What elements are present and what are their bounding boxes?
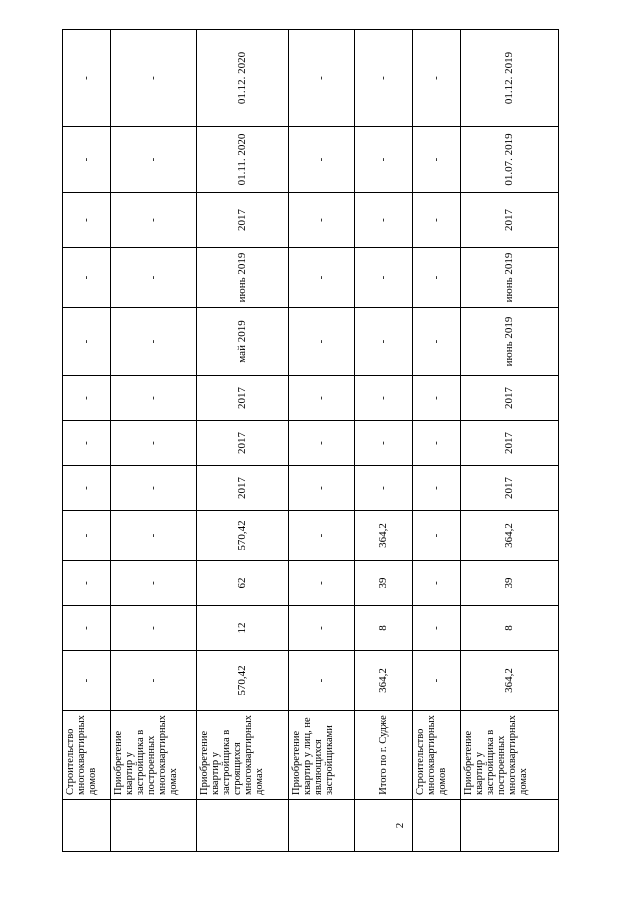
value-cell: - <box>413 127 461 193</box>
row-number-cell <box>413 800 461 852</box>
row-description-cell: Приобретение квартир у застройщика в строящихся многоквартирных домах <box>197 711 289 800</box>
value-cell: - <box>111 561 197 606</box>
row-number-cell <box>461 800 559 852</box>
value-cell: - <box>289 651 355 711</box>
value-cell: 62 <box>197 561 289 606</box>
value-cell: 8 <box>461 606 559 651</box>
value-cell: 8 <box>355 606 413 651</box>
value-cell: - <box>111 466 197 511</box>
value-cell: - <box>63 561 111 606</box>
value-cell: - <box>289 561 355 606</box>
value-cell: - <box>413 193 461 248</box>
value-cell: - <box>63 421 111 466</box>
value-cell: 39 <box>355 561 413 606</box>
value-cell: - <box>111 421 197 466</box>
value-cell: - <box>413 248 461 308</box>
value-cell: - <box>63 376 111 421</box>
rotated-table-container <box>62 30 558 852</box>
value-cell: 570,42 <box>197 511 289 561</box>
value-cell: - <box>289 511 355 561</box>
value-cell: - <box>63 193 111 248</box>
row-number-cell <box>197 800 289 852</box>
table-row <box>63 30 111 852</box>
value-cell: - <box>289 127 355 193</box>
value-cell: - <box>355 466 413 511</box>
value-cell: - <box>289 376 355 421</box>
value-cell: 364,2 <box>461 511 559 561</box>
value-cell: июнь 2019 <box>461 308 559 376</box>
value-cell: 01.07. 2019 <box>461 127 559 193</box>
value-cell: - <box>289 193 355 248</box>
row-number-cell <box>111 800 197 852</box>
value-cell: 2017 <box>461 193 559 248</box>
row-description-cell: Приобретение квартир у застройщика в построенных многоквартирных домах <box>461 711 559 800</box>
row-number-cell: 2 <box>355 800 413 852</box>
value-cell: - <box>355 127 413 193</box>
value-cell: - <box>413 308 461 376</box>
table-row <box>355 30 413 852</box>
table-row <box>289 30 355 852</box>
value-cell: - <box>63 651 111 711</box>
value-cell: - <box>289 466 355 511</box>
value-cell: - <box>63 248 111 308</box>
value-cell: - <box>413 651 461 711</box>
value-cell: - <box>111 193 197 248</box>
value-cell: - <box>289 421 355 466</box>
value-cell: - <box>63 606 111 651</box>
housing-program-table <box>62 29 559 852</box>
value-cell: - <box>63 308 111 376</box>
value-cell: - <box>413 376 461 421</box>
row-description-cell: Итого по г. Судже <box>355 711 413 800</box>
value-cell: 364,2 <box>355 511 413 561</box>
row-number-cell <box>63 800 111 852</box>
value-cell: - <box>289 308 355 376</box>
value-cell: - <box>355 421 413 466</box>
value-cell: - <box>413 421 461 466</box>
value-cell: - <box>63 511 111 561</box>
row-number-cell <box>289 800 355 852</box>
value-cell: - <box>355 30 413 127</box>
value-cell: - <box>63 466 111 511</box>
value-cell: - <box>355 376 413 421</box>
value-cell: 2017 <box>197 193 289 248</box>
value-cell: - <box>413 561 461 606</box>
row-description-cell: Приобретение квартир у застройщика в построенных многоквартирных домах <box>111 711 197 800</box>
table-row <box>111 30 197 852</box>
value-cell: 2017 <box>197 376 289 421</box>
table-row <box>461 30 559 852</box>
value-cell: - <box>289 30 355 127</box>
value-cell: 570,42 <box>197 651 289 711</box>
value-cell: - <box>111 308 197 376</box>
value-cell: - <box>413 606 461 651</box>
value-cell: - <box>111 30 197 127</box>
value-cell: - <box>289 248 355 308</box>
value-cell: - <box>355 308 413 376</box>
value-cell: 12 <box>197 606 289 651</box>
value-cell: - <box>111 376 197 421</box>
value-cell: 01.12. 2019 <box>461 30 559 127</box>
value-cell: - <box>111 606 197 651</box>
value-cell: 2017 <box>197 466 289 511</box>
table-row <box>413 30 461 852</box>
value-cell: 364,2 <box>355 651 413 711</box>
value-cell: 364,2 <box>461 651 559 711</box>
value-cell: 2017 <box>197 421 289 466</box>
row-description-cell: Строительство многоквартирных домов <box>63 711 111 800</box>
row-description-cell: Приобретение квартир у лиц, не являющихся застройщиками <box>289 711 355 800</box>
value-cell: - <box>413 466 461 511</box>
value-cell: - <box>289 606 355 651</box>
value-cell: 01.12. 2020 <box>197 30 289 127</box>
value-cell: - <box>355 193 413 248</box>
value-cell: - <box>111 511 197 561</box>
value-cell: - <box>355 248 413 308</box>
value-cell: 01.11. 2020 <box>197 127 289 193</box>
value-cell: - <box>111 651 197 711</box>
table-row <box>197 30 289 852</box>
value-cell: - <box>63 127 111 193</box>
value-cell: - <box>111 248 197 308</box>
value-cell: - <box>63 30 111 127</box>
value-cell: май 2019 <box>197 308 289 376</box>
value-cell: - <box>413 30 461 127</box>
value-cell: 39 <box>461 561 559 606</box>
value-cell: июнь 2019 <box>197 248 289 308</box>
value-cell: 2017 <box>461 376 559 421</box>
value-cell: - <box>413 511 461 561</box>
value-cell: 2017 <box>461 466 559 511</box>
value-cell: июнь 2019 <box>461 248 559 308</box>
value-cell: 2017 <box>461 421 559 466</box>
row-description-cell: Строительство многоквартирных домов <box>413 711 461 800</box>
value-cell: - <box>111 127 197 193</box>
